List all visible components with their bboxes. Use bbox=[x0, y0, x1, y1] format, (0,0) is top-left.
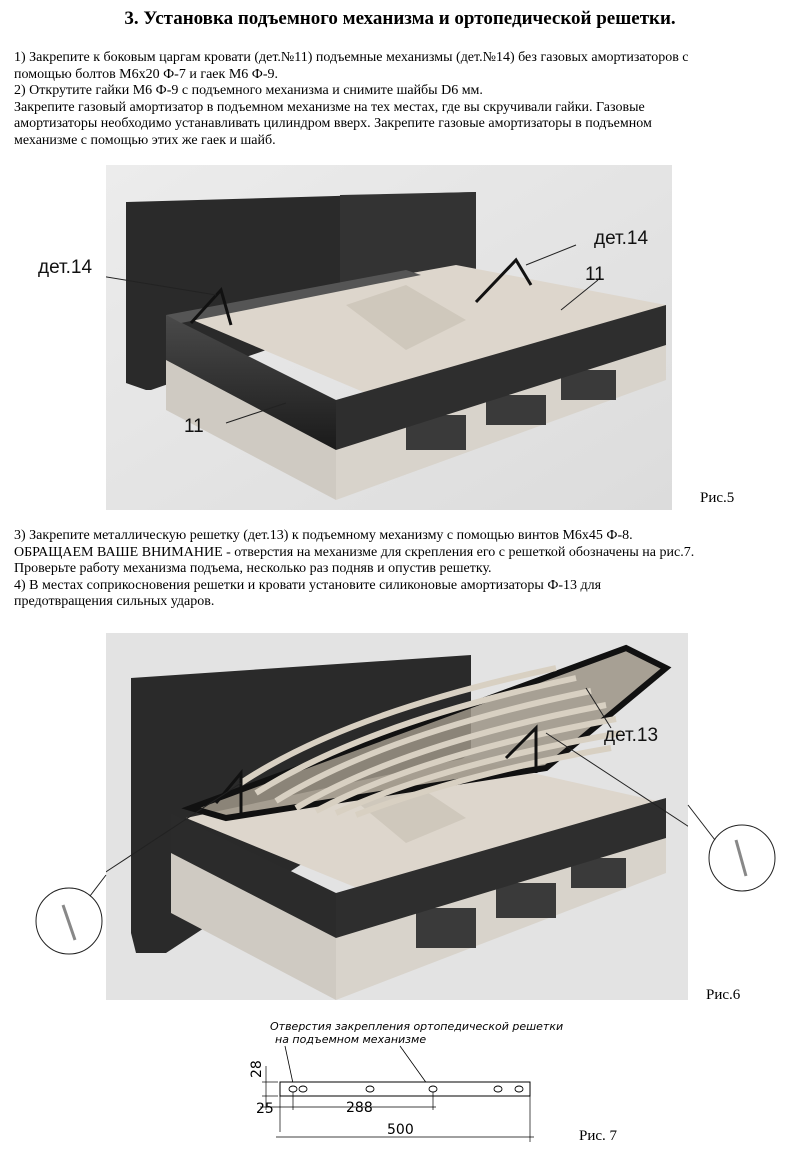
instruction-line: Закрепите газовый амортизатор в подъемном механизме на тех местах, где вы скручивали гайки. Газовые bbox=[14, 99, 645, 115]
dim-total: 500 bbox=[387, 1122, 414, 1138]
figure-5-caption: Рис.5 bbox=[700, 490, 735, 506]
mechanism-bar bbox=[280, 1082, 530, 1096]
instruction-line: амортизаторы необходимо устанавливать цилиндром вверх. Закрепите газовые амортизаторы в подъемном bbox=[14, 116, 652, 132]
dim-offset: 25 bbox=[256, 1101, 274, 1117]
instruction-line: 3) Закрепите металлическую решетку (дет.13) к подъемному механизму с помощью винтов М6х45 Ф-8. bbox=[14, 528, 633, 543]
instruction-line: ОБРАЩАЕМ ВАШЕ ВНИМАНИЕ - отверстия на механизме для скрепления его с решеткой обозначены на рис.7. bbox=[14, 544, 695, 560]
instruction-line: механизме с помощью этих же гаек и шайб. bbox=[14, 132, 276, 148]
label-part11-right: 11 bbox=[585, 264, 605, 285]
section-title: 3. Установка подъемного механизма и ортопедической решетки. bbox=[124, 8, 676, 29]
instruction-line: Проверьте работу механизма подъема, несколько раз подняв и опустив решетку. bbox=[14, 561, 492, 577]
figure-7-drawing bbox=[0, 1010, 800, 1150]
label-det14-right: дет.14 bbox=[594, 228, 649, 249]
label-det14-left: дет.14 bbox=[38, 257, 93, 278]
instruction-line: 1) Закрепите к боковым царгам кровати (дет.№11) подъемные механизмы (дет.№14) без газовых амортизаторов с bbox=[14, 50, 689, 65]
label-det13: дет.13 bbox=[604, 725, 659, 746]
instruction-line: предотвращения сильных ударов. bbox=[14, 594, 215, 610]
dim-height: 28 bbox=[249, 1060, 265, 1078]
instruction-line: 4) В местах соприкосновения решетки и кровати установите силиконовые амортизаторы Ф-13 для bbox=[14, 577, 602, 593]
fig7-note-line1: Отверстия закрепления ортопедической решетки bbox=[270, 1020, 564, 1033]
instructions-block-2 bbox=[14, 528, 790, 611]
figure-5-labels bbox=[0, 0, 800, 520]
instruction-line: 2) Открутите гайки М6 Ф-9 с подъемного механизма и снимите шайбы D6 мм. bbox=[14, 83, 483, 99]
figure-7-caption: Рис. 7 bbox=[579, 1128, 618, 1144]
figure-6-overlay bbox=[0, 600, 800, 1020]
figure-6-caption: Рис.6 bbox=[706, 987, 741, 1003]
dim-mid: 288 bbox=[346, 1100, 373, 1116]
label-part11-left: 11 bbox=[184, 416, 204, 437]
fig7-note-line2: на подъемном механизме bbox=[275, 1033, 427, 1046]
instruction-line: помощью болтов М6х20 Ф-7 и гаек М6 Ф-9. bbox=[14, 66, 278, 82]
